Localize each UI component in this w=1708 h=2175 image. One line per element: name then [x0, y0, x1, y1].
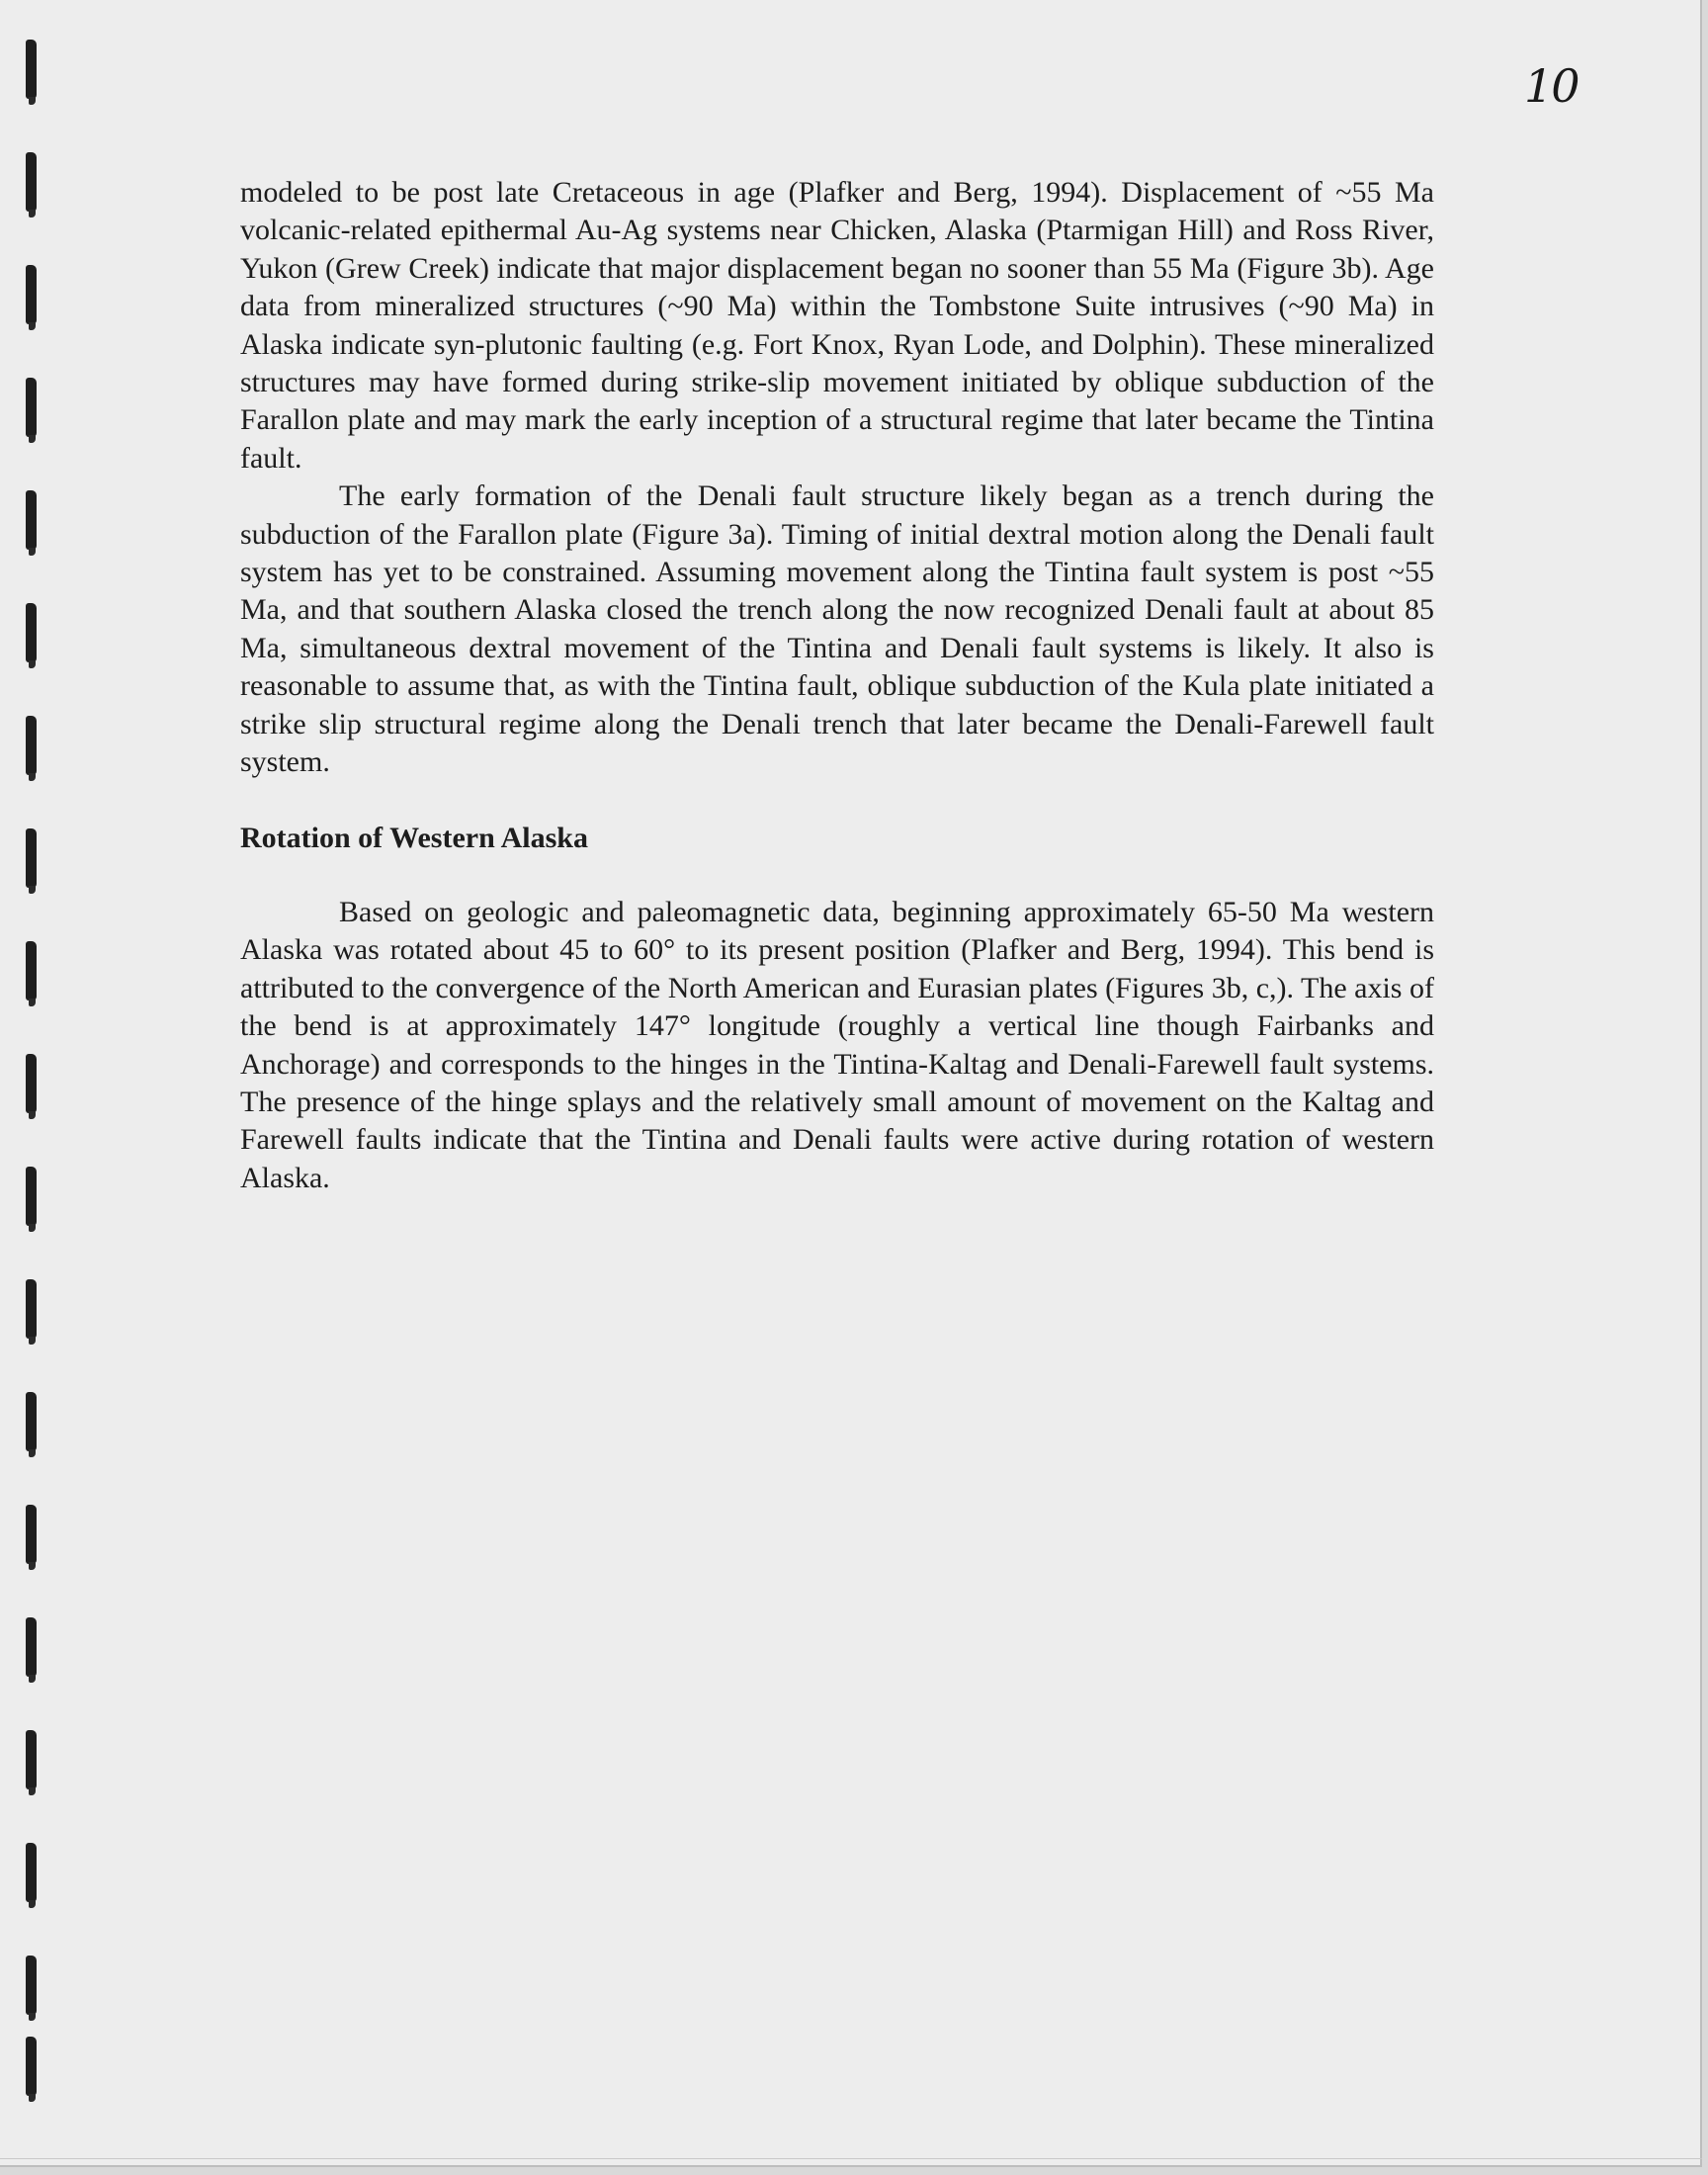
binding-hole — [26, 1054, 37, 1113]
binding-hole — [26, 2037, 37, 2096]
paragraph-1: modeled to be post late Cretaceous in age (Plafker and Berg, 1994). Displacement of ~55 Ma volcanic-related epithermal Au-Ag systems near Chicken, Alaska (Ptarmigan Hill) and Ross River, Yukon (Grew Creek) indicate that major displacement began no sooner than 55 Ma (Figure 3b). Age data from mineralized structures (~90 Ma) within the Tombstone Suite intrusives (~90 Ma) in Alaska indicate syn-plutonic faulting (e.g. Fort Knox, Ryan Lode, and Dolphin). These mineralized structures may have formed during strike-slip movement initiated by oblique subduction of the Farallon plate and may mark the early inception of a structural regime that later became the Tintina fault. — [240, 176, 1434, 475]
paragraph-3: Based on geologic and paleomagnetic data, beginning approximately 65-50 Ma western Alaska was rotated about 45 to 60° to its present position (Plafker and Berg, 1994). This bend is attributed to the convergence of the North American and Eurasian plates (Figures 3b, c,). The axis of the bend is at approximately 147° longitude (roughly a vertical line though Fairbanks and Anchorage) and corresponds to the hinges in the Tintina-Kaltag and Denali-Farewell fault systems. The presence of the hinge splays and the relatively small amount of movement on the Kaltag and Farewell faults indicate that the Tintina and Denali faults were active during rotation of western Alaska. — [240, 895, 1434, 1194]
binding-hole — [26, 1279, 37, 1339]
binding-hole — [26, 941, 37, 1000]
page-number: 10 — [1524, 59, 1579, 113]
binding-hole — [26, 1617, 37, 1677]
binding-hole — [26, 1392, 37, 1451]
section-heading: Rotation of Western Alaska — [240, 821, 588, 854]
binding-hole — [26, 265, 37, 324]
binding-holes — [26, 40, 42, 2096]
binding-hole — [26, 1730, 37, 1789]
binding-hole — [26, 828, 37, 888]
binding-hole — [26, 1843, 37, 1902]
scan-edge-line — [0, 2158, 1702, 2159]
binding-hole — [26, 40, 37, 99]
paragraph-2: The early formation of the Denali fault structure likely began as a trench during the subduction of the Farallon plate (Figure 3a). Timing of initial dextral motion along the Denali fault system has yet to be constrained. Assuming movement along the Tintina fault system is post ~55 Ma, and that southern Alaska closed the trench along the now recognized Denali fault at about 85 Ma, simultaneous dextral movement of the Tintina and Denali fault systems is likely. It also is reasonable to assume that, as with the Tintina fault, oblique subduction of the Kula plate initiated a strike slip structural regime along the Denali trench that later became the Denali-Farewell fault system. — [240, 479, 1434, 779]
document-body — [240, 174, 1434, 1197]
binding-hole — [26, 716, 37, 775]
binding-hole — [26, 490, 37, 550]
binding-hole — [26, 152, 37, 212]
binding-hole — [26, 603, 37, 662]
binding-hole — [26, 378, 37, 437]
binding-hole — [26, 1956, 37, 2015]
binding-hole — [26, 1167, 37, 1226]
binding-hole — [26, 1505, 37, 1564]
